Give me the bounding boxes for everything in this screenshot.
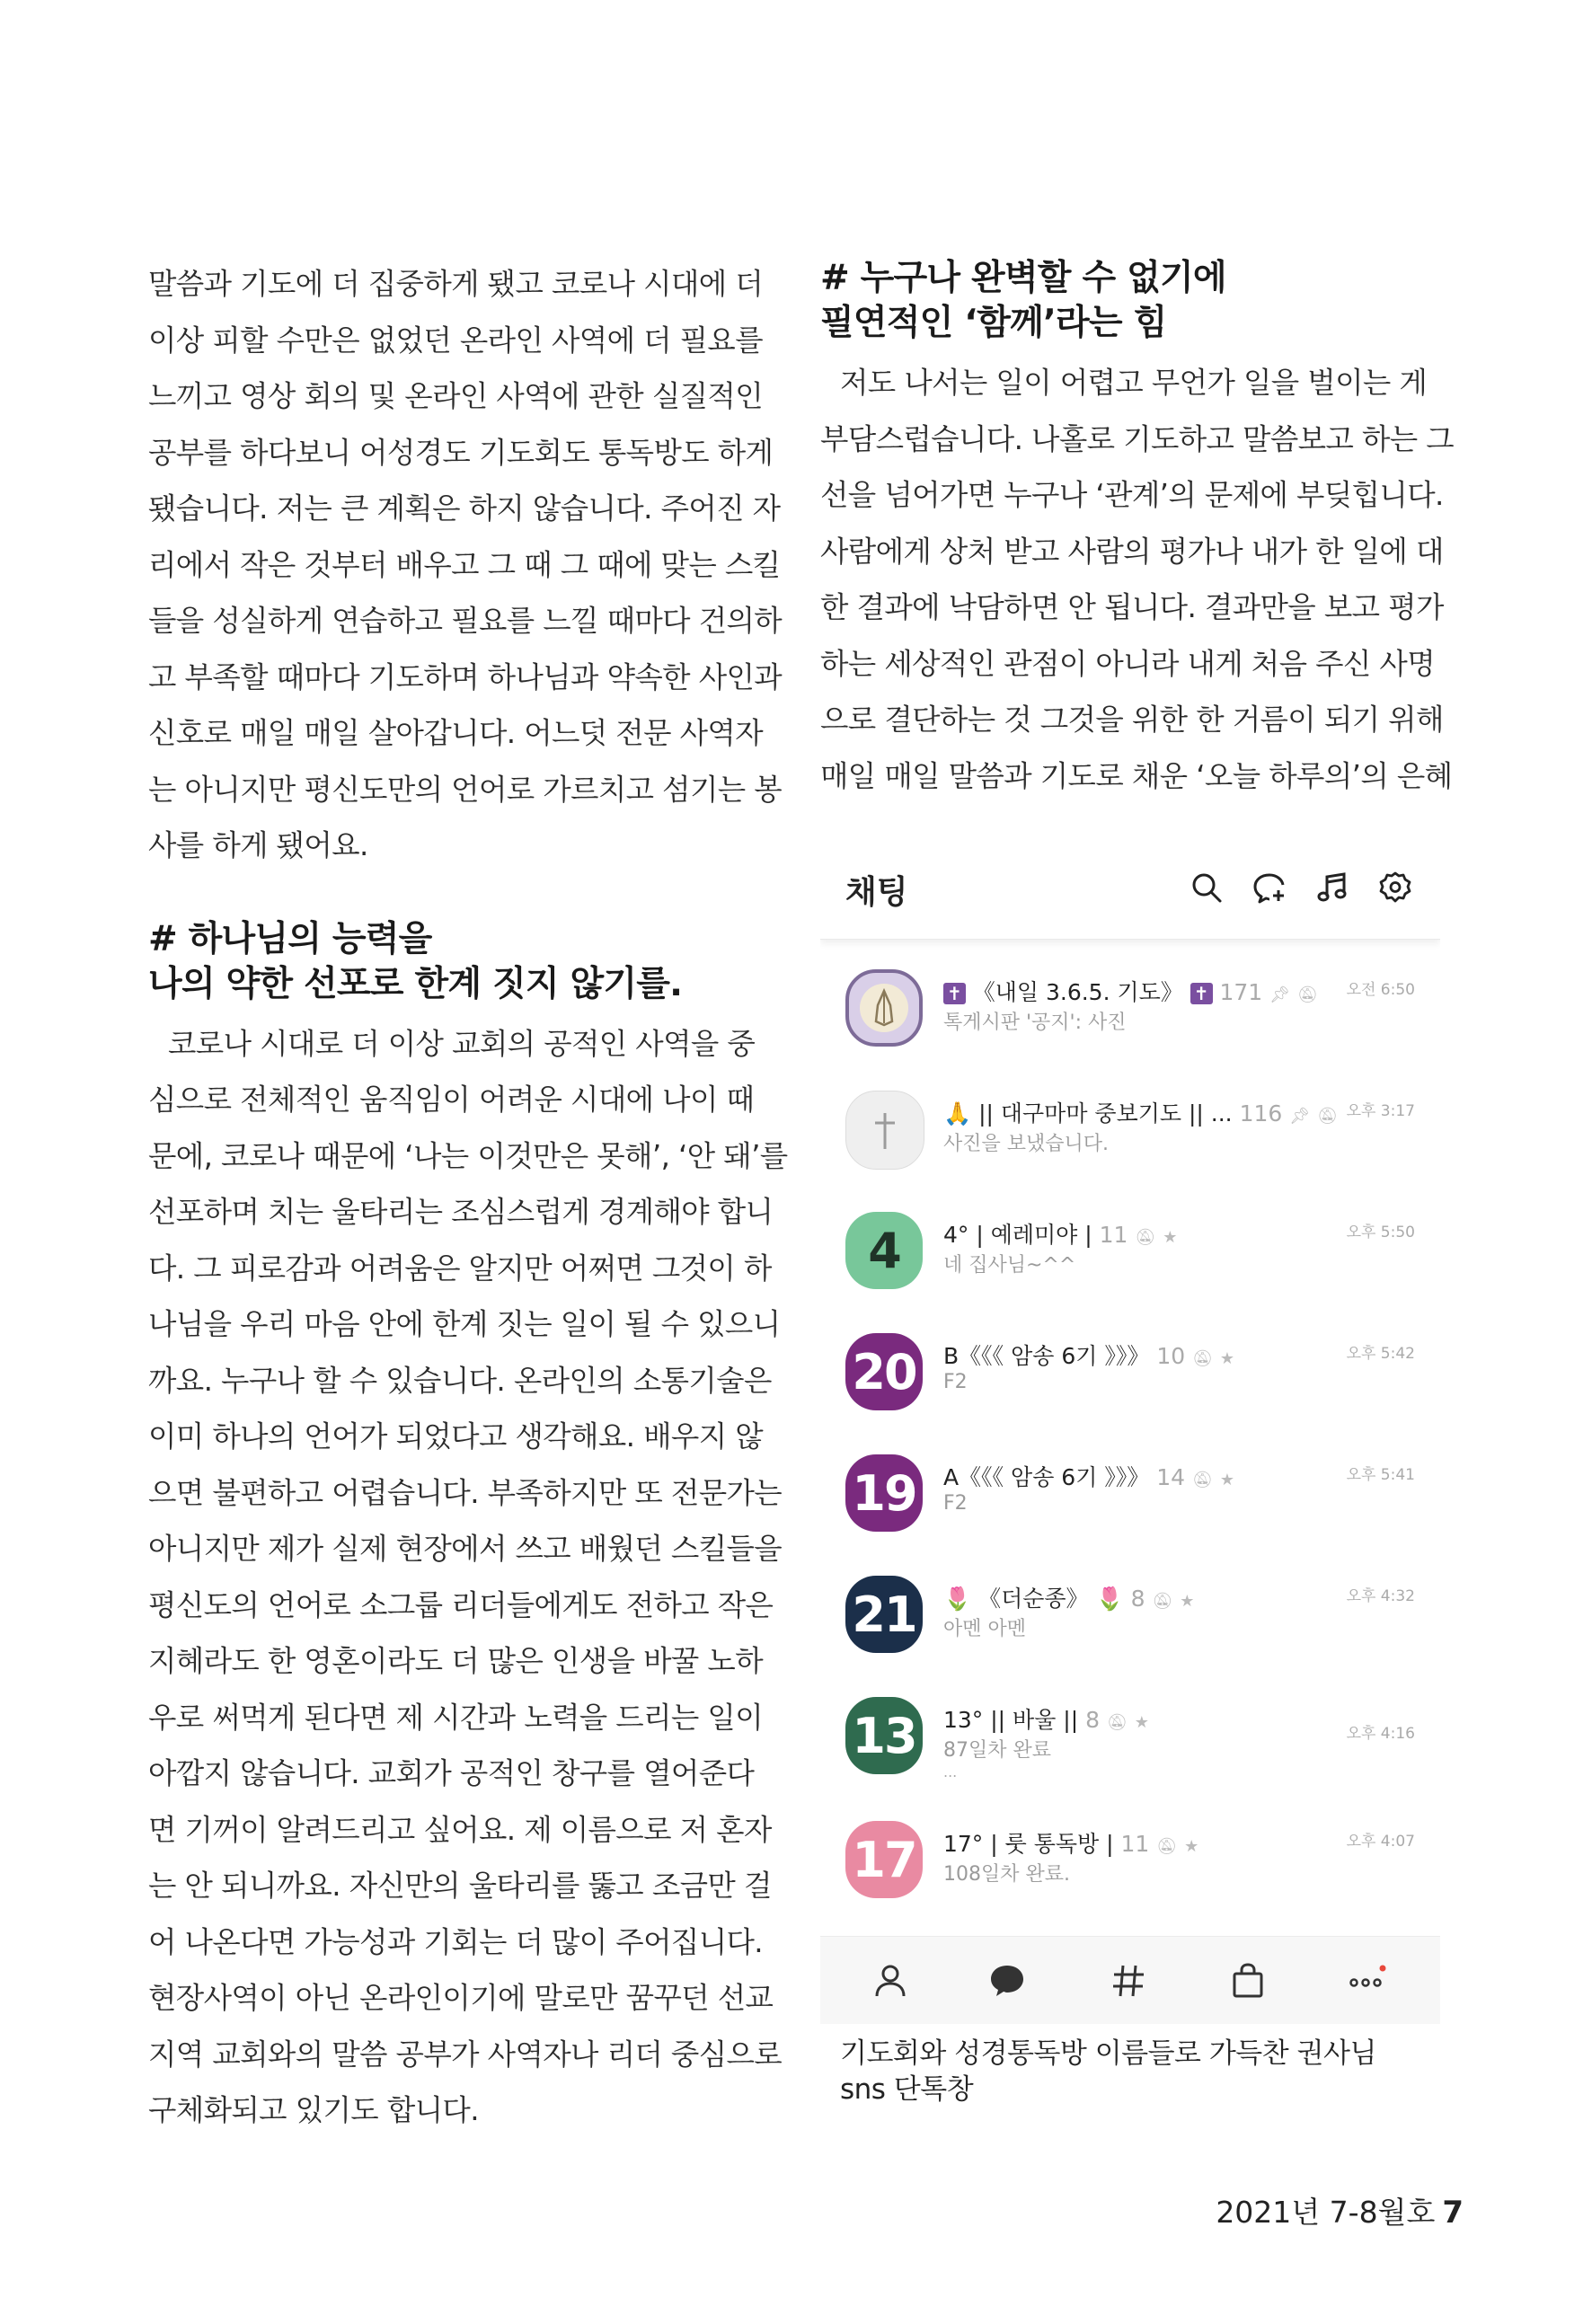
chat-title: 17° | 룻 통독방 | 11 🔕︎ ★ bbox=[943, 1831, 1199, 1857]
bottom-tab-bar bbox=[820, 1936, 1440, 2024]
cross-icon: ✝ bbox=[1190, 983, 1213, 1004]
chat-title: 13° || 바울 || 8 🔕︎ ★ bbox=[943, 1707, 1149, 1733]
avatar: 21 bbox=[845, 1576, 923, 1653]
chat-preview: 톡게시판 '공지': 사진 bbox=[943, 1012, 1127, 1034]
body-paragraph bbox=[148, 1016, 788, 2139]
star-icon: ★ bbox=[1219, 1349, 1235, 1368]
mute-icon: 🔕︎ bbox=[1152, 1592, 1173, 1611]
chat-title: A《《《 암송 6기 》》》 14 🔕︎ ★ bbox=[943, 1464, 1234, 1490]
settings-icon[interactable] bbox=[1377, 870, 1413, 906]
cross-icon: ✝ bbox=[943, 983, 966, 1004]
text-line: 는 안 되니까요. 자신만의 울타리를 뚫고 조금만 걸 bbox=[148, 1869, 772, 1903]
heading-line: # 누구나 완벽할 수 없기에 bbox=[820, 258, 1226, 298]
chats-icon[interactable] bbox=[986, 1960, 1028, 2001]
avatar bbox=[845, 1091, 924, 1170]
text-line: 아깝지 않습니다. 교회가 공적인 창구를 열어준다 bbox=[148, 1756, 755, 1790]
hashtag-icon[interactable] bbox=[1108, 1960, 1149, 2001]
text-line: 선포하며 치는 울타리는 조심스럽게 경계해야 합니 bbox=[148, 1195, 774, 1229]
intro-paragraph bbox=[148, 256, 783, 874]
chat-time: 오후 5:41 bbox=[1346, 1466, 1415, 1484]
shopping-icon[interactable] bbox=[1227, 1960, 1269, 2001]
chat-row[interactable] bbox=[820, 1684, 1440, 1807]
text-line: 하는 세상적인 관점이 아니라 내게 처음 주신 사명 bbox=[820, 646, 1436, 681]
issue-label: 2021년 7-8월호 bbox=[1216, 2195, 1436, 2230]
search-icon[interactable] bbox=[1189, 870, 1225, 906]
chat-title: 4° | 예레미야 | 11 🔕︎ ★ bbox=[943, 1222, 1178, 1248]
text-line: 면 기꺼이 알려드리고 싶어요. 제 이름으로 저 혼자 bbox=[148, 1812, 772, 1847]
avatar: 20 bbox=[845, 1333, 923, 1410]
text-line: 우로 써먹게 된다면 제 시간과 노력을 드리는 일이 bbox=[148, 1700, 764, 1735]
caption-line: 기도회와 성경통독방 이름들로 가득찬 권사님 bbox=[840, 2037, 1376, 2070]
text-line: 저도 나서는 일이 어렵고 무언가 일을 벌이는 게 bbox=[840, 366, 1428, 400]
text-line: 리에서 작은 것부터 배우고 그 때 그 때에 맞는 스킬 bbox=[148, 547, 781, 582]
tulip-emoji: 🌷 bbox=[1095, 1586, 1124, 1612]
right-column bbox=[820, 256, 1455, 804]
chat-row[interactable] bbox=[820, 1321, 1440, 1444]
text-line: 매일 매일 말씀과 기도로 채운 ‘오늘 하루의’의 은혜 bbox=[820, 758, 1453, 793]
chat-preview: 아멘 아멘 bbox=[943, 1618, 1027, 1640]
chat-preview-more: ... bbox=[943, 1763, 958, 1781]
mute-icon: 🔕︎ bbox=[1192, 1471, 1213, 1489]
text-line: 고 부족할 때마다 기도하며 하나님과 약속한 사인과 bbox=[148, 659, 783, 694]
text-line: 아니지만 제가 실제 현장에서 쓰고 배웠던 스킬들을 bbox=[148, 1532, 783, 1566]
chat-title: ✝ 《내일 3.6.5. 기도》 ✝ 171 📌︎ 🔕︎ bbox=[943, 975, 1318, 1007]
chat-header bbox=[820, 840, 1440, 940]
chat-row[interactable] bbox=[820, 1442, 1440, 1565]
text-line: 말씀과 기도에 더 집중하게 됐고 코로나 시대에 더 bbox=[148, 267, 764, 301]
praying-emoji: 🙏 bbox=[943, 1100, 972, 1127]
star-icon: ★ bbox=[1219, 1471, 1234, 1489]
chat-title: 🌷 《더순종》 🌷 8 🔕︎ ★ bbox=[943, 1586, 1195, 1612]
text-line: 심으로 전체적인 움직임이 어려운 시대에 나이 때 bbox=[148, 1082, 755, 1117]
text-line: 나님을 우리 마음 안에 한계 짓는 일이 될 수 있으니 bbox=[148, 1307, 781, 1341]
text-line: 지혜라도 한 영혼이라도 더 많은 인생을 바꿀 노하 bbox=[148, 1644, 764, 1678]
chat-time: 오후 5:50 bbox=[1346, 1224, 1415, 1242]
chat-time: 오후 5:42 bbox=[1346, 1345, 1415, 1363]
pin-icon: 📌︎ bbox=[1269, 985, 1290, 1004]
mute-icon: 🔕︎ bbox=[1317, 1107, 1338, 1126]
left-column bbox=[148, 256, 788, 2139]
text-line: 부담스럽습니다. 나홀로 기도하고 말씀보고 하는 그 bbox=[820, 421, 1455, 456]
avatar: 17 bbox=[845, 1821, 923, 1898]
heading-line: 나의 약한 선포로 한계 짓지 않기를. bbox=[148, 963, 683, 1004]
member-count: 8 bbox=[1130, 1586, 1145, 1612]
member-count: 11 bbox=[1099, 1222, 1128, 1248]
mute-icon: 🔕︎ bbox=[1106, 1713, 1128, 1732]
friends-icon[interactable] bbox=[870, 1960, 911, 2001]
text-line: 됐습니다. 저는 큰 계획은 하지 않습니다. 주어진 자 bbox=[148, 491, 781, 526]
text-line: 느끼고 영상 회의 및 온라인 사역에 관한 실질적인 bbox=[148, 379, 764, 413]
chat-preview: F2 bbox=[943, 1371, 968, 1393]
text-line: 사를 하게 됐어요. bbox=[148, 828, 368, 862]
text-line: 이미 하나의 언어가 되었다고 생각해요. 배우지 않 bbox=[148, 1419, 764, 1454]
avatar: 13 bbox=[845, 1697, 923, 1774]
page-number: 7 bbox=[1442, 2195, 1464, 2231]
chat-preview: 네 집사님~^^ bbox=[943, 1254, 1076, 1277]
member-count: 10 bbox=[1156, 1343, 1186, 1369]
text-line: 공부를 하다보니 어성경도 기도회도 통독방도 하게 bbox=[148, 435, 774, 470]
image-caption bbox=[840, 2036, 1376, 2108]
pin-icon: 📌︎ bbox=[1289, 1107, 1311, 1126]
page-footer bbox=[1216, 2189, 1464, 2231]
body-paragraph bbox=[820, 355, 1455, 804]
text-line: 다. 그 피로감과 어려움은 알지만 어쩌면 그것이 하 bbox=[148, 1250, 772, 1286]
chat-header-title: 채팅 bbox=[845, 874, 908, 911]
section-heading bbox=[148, 917, 768, 1007]
text-line: 이상 피할 수만은 없었던 온라인 사역에 더 필요를 bbox=[148, 323, 764, 358]
tulip-emoji: 🌷 bbox=[943, 1586, 972, 1612]
member-count: 116 bbox=[1239, 1100, 1283, 1127]
heading-line: 필연적인 ‘함께’라는 힘 bbox=[820, 303, 1167, 343]
text-line: 구체화되고 있기도 합니다. bbox=[148, 2093, 479, 2127]
chat-preview: 108일차 완료. bbox=[943, 1863, 1070, 1886]
chat-time: 오후 4:32 bbox=[1346, 1587, 1415, 1605]
member-count: 8 bbox=[1085, 1707, 1101, 1733]
chat-preview: 87일차 완료 bbox=[943, 1739, 1051, 1762]
member-count: 14 bbox=[1156, 1464, 1186, 1490]
star-icon: ★ bbox=[1180, 1592, 1195, 1611]
chat-screenshot bbox=[820, 840, 1440, 2024]
star-icon: ★ bbox=[1163, 1228, 1178, 1247]
heading-line: # 하나님의 능력을 bbox=[148, 918, 432, 959]
section-heading bbox=[820, 256, 1440, 346]
text-line: 한 결과에 낙담하면 안 됩니다. 결과만을 보고 평가 bbox=[820, 590, 1444, 624]
text-line: 평신도의 언어로 소그룹 리더들에게도 전하고 작은 bbox=[148, 1587, 774, 1622]
text-line: 들을 성실하게 연습하고 필요를 느낄 때마다 건의하 bbox=[148, 604, 783, 638]
chat-row[interactable] bbox=[820, 957, 1440, 1080]
mute-icon: 🔕︎ bbox=[1296, 985, 1318, 1004]
mute-icon: 🔕︎ bbox=[1156, 1837, 1178, 1856]
member-count: 11 bbox=[1120, 1831, 1150, 1857]
avatar bbox=[845, 969, 923, 1047]
text-line: 현장사역이 아닌 온라인이기에 말로만 꿈꾸던 선교 bbox=[148, 1981, 774, 2015]
chat-row[interactable] bbox=[820, 1808, 1440, 1931]
star-icon: ★ bbox=[1184, 1837, 1199, 1856]
chat-add-icon[interactable] bbox=[1251, 870, 1287, 906]
text-line: 선을 넘어가면 누구나 ‘관계’의 문제에 부딪힙니다. bbox=[820, 478, 1444, 512]
text-line: 코로나 시대로 더 이상 교회의 공적인 사역을 중 bbox=[168, 1026, 756, 1061]
text-line: 지역 교회와의 말씀 공부가 사역자나 리더 중심으로 bbox=[148, 2037, 783, 2072]
chat-time: 오전 6:50 bbox=[1346, 981, 1415, 999]
chat-title: B《《《 암송 6기 》》》 10 🔕︎ ★ bbox=[943, 1343, 1235, 1369]
caption-line: sns 단톡창 bbox=[840, 2073, 974, 2106]
music-icon[interactable] bbox=[1314, 870, 1350, 906]
avatar: 19 bbox=[845, 1454, 923, 1532]
text-line: 신호로 매일 매일 살아갑니다. 어느덧 전문 사역자 bbox=[148, 716, 764, 750]
chat-time: 오후 3:17 bbox=[1346, 1102, 1415, 1120]
avatar: 4 bbox=[845, 1212, 923, 1289]
chat-title: 🙏 || 대구마마 중보기도 || ... 116 📌︎ 🔕︎ bbox=[943, 1100, 1338, 1127]
star-icon: ★ bbox=[1134, 1713, 1149, 1732]
member-count: 171 bbox=[1219, 979, 1263, 1005]
chat-row[interactable] bbox=[820, 1563, 1440, 1686]
mute-icon: 🔕︎ bbox=[1135, 1228, 1156, 1247]
chat-row[interactable] bbox=[820, 1199, 1440, 1322]
praying-hands-icon bbox=[858, 982, 910, 1034]
chat-row[interactable] bbox=[820, 1078, 1440, 1201]
text-line: 사람에게 상처 받고 사람의 평가나 내가 한 일에 대 bbox=[820, 534, 1444, 569]
text-line: 으면 불편하고 어렵습니다. 부족하지만 또 전문가는 bbox=[148, 1475, 783, 1510]
mute-icon: 🔕︎ bbox=[1192, 1349, 1213, 1368]
text-line: 문에, 코로나 때문에 ‘나는 이것만은 못해’, ‘안 돼’를 bbox=[148, 1138, 788, 1173]
chat-preview: F2 bbox=[943, 1492, 968, 1515]
chat-preview: 사진을 보냈습니다. bbox=[943, 1133, 1110, 1155]
cross-photo-icon bbox=[862, 1108, 907, 1153]
chat-time: 오후 4:07 bbox=[1346, 1833, 1415, 1851]
text-line: 어 나온다면 가능성과 기회는 더 많이 주어집니다. bbox=[148, 1924, 764, 1959]
more-icon[interactable] bbox=[1346, 1960, 1387, 2001]
chat-time: 오후 4:16 bbox=[1346, 1725, 1415, 1743]
text-line: 으로 결단하는 것 그것을 위한 한 거름이 되기 위해 bbox=[820, 703, 1444, 737]
text-line: 는 아니지만 평신도만의 언어로 가르치고 섬기는 봉 bbox=[148, 772, 783, 807]
text-line: 까요. 누구나 할 수 있습니다. 온라인의 소통기술은 bbox=[148, 1363, 772, 1398]
